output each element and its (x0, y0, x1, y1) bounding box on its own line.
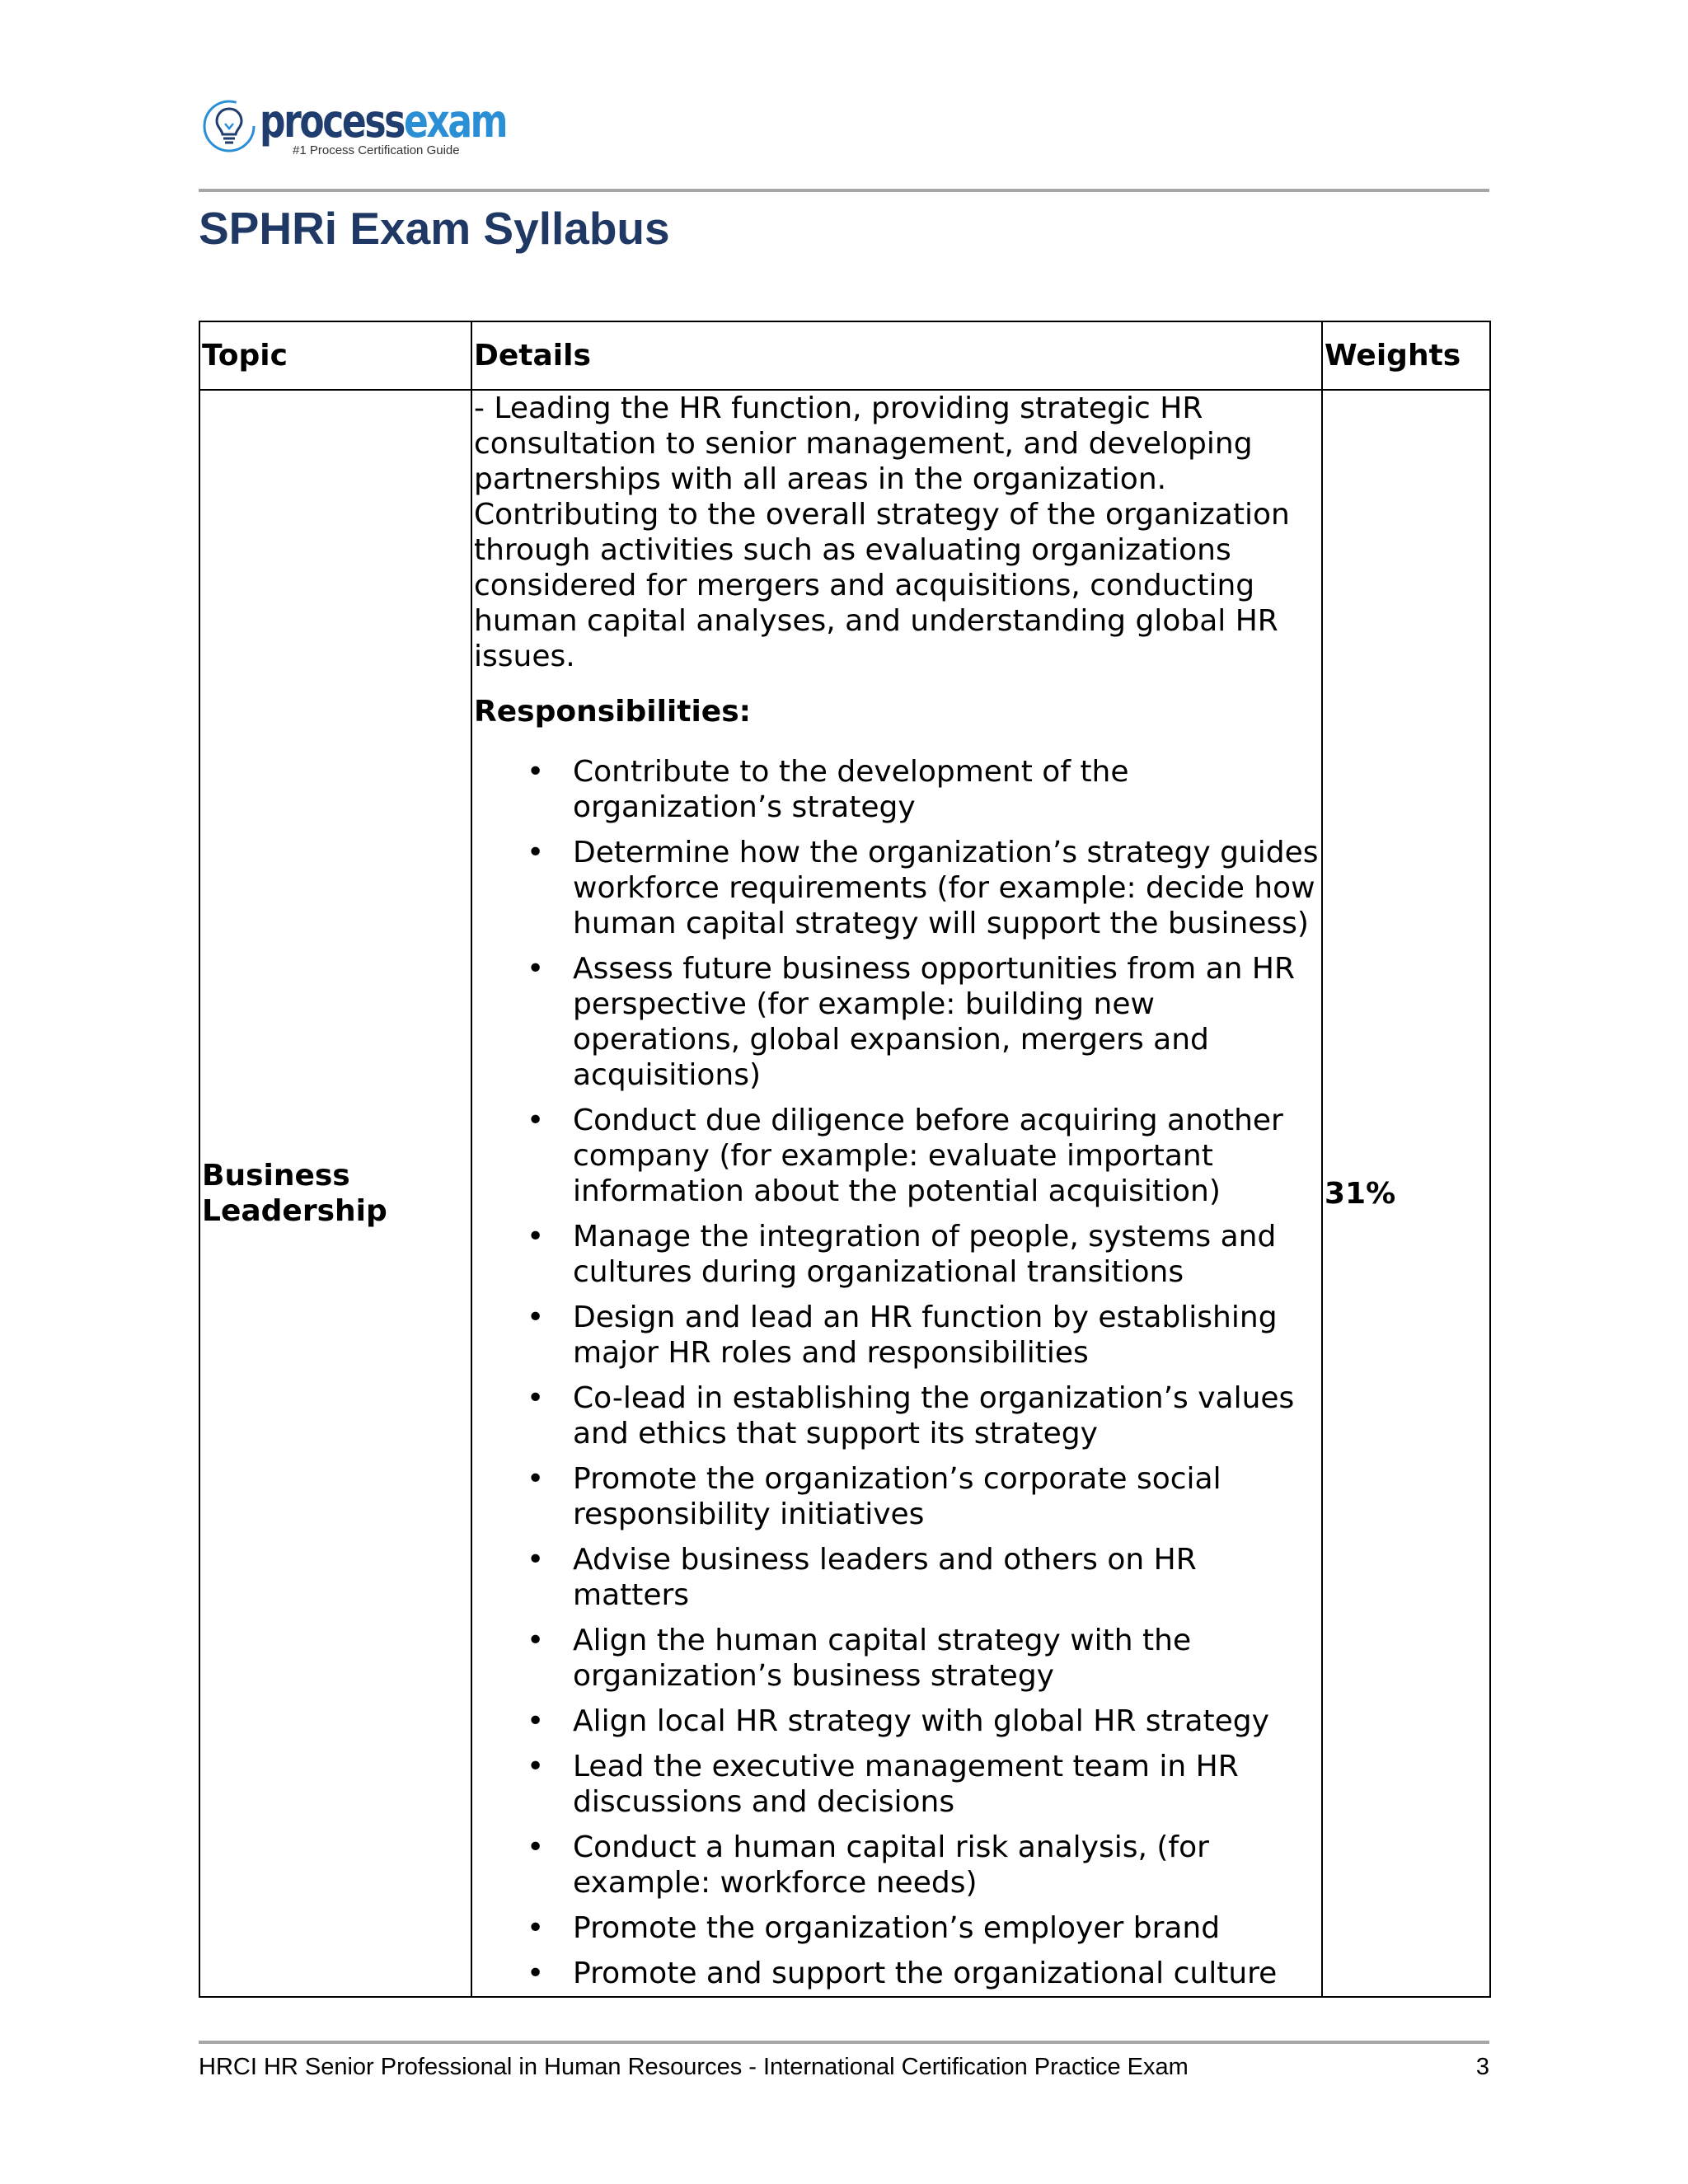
list-item-text: Co-lead in establishing the organization’s values and ethics that support its strategy (573, 1381, 1295, 1451)
list-item (527, 1830, 1321, 1900)
header-topic: Topic (199, 321, 471, 390)
list-item (527, 1623, 1321, 1694)
table-row (199, 390, 1490, 1997)
list-item (527, 1461, 1321, 1532)
list-item-text: Align the human capital strategy with the organization’s business strategy (573, 1624, 1192, 1693)
list-item-text: Design and lead an HR function by establishing major HR roles and responsibilities (573, 1301, 1278, 1370)
bullet-icon: • (527, 1381, 545, 1415)
bullet-icon: • (527, 952, 545, 986)
bullet-icon: • (527, 1462, 545, 1496)
processexam-logo (200, 97, 513, 162)
list-item (527, 1910, 1321, 1946)
list-item (527, 1704, 1321, 1739)
details-cell (471, 390, 1322, 1997)
list-item (527, 1103, 1321, 1209)
list-item-text: Assess future business opportunities from an HR perspective (for example: building new operations, global expansion, mergers and acquisitions) (573, 952, 1296, 1092)
logo-word-process: process (260, 95, 404, 148)
footer-text: HRCI HR Senior Professional in Human Resources - International Certification Practice Exam (199, 2054, 1189, 2080)
bullet-icon: • (527, 836, 545, 869)
list-item-text: Determine how the organization’s strategy guides workforce requirements (for example: decide how human capital strategy will support the business) (573, 836, 1319, 940)
list-item (527, 1749, 1321, 1820)
bullet-icon: • (527, 1104, 545, 1137)
header-weights: Weights (1322, 321, 1490, 390)
topic-cell: Business Leadership (199, 390, 471, 1997)
syllabus-table (199, 321, 1491, 1998)
bullet-icon: • (527, 755, 545, 789)
list-item (527, 1380, 1321, 1451)
logo-wordmark (260, 92, 506, 150)
list-item-text: Lead the executive management team in HR discussions and decisions (573, 1750, 1239, 1819)
table-header-row (199, 321, 1490, 390)
list-item-text: Align local HR strategy with global HR strategy (573, 1704, 1269, 1738)
header-divider (199, 189, 1489, 192)
list-item-text: Contribute to the development of the organization’s strategy (573, 755, 1129, 824)
logo-tagline: #1 Process Certification Guide (293, 143, 460, 157)
list-item (527, 1542, 1321, 1613)
page-title: SPHRi Exam Syllabus (199, 203, 670, 254)
list-item-text: Conduct due diligence before acquiring another company (for example: evaluate important information about the potential acquisition) (573, 1104, 1283, 1208)
list-item-text: Promote the organization’s corporate social responsibility initiatives (573, 1462, 1221, 1531)
list-item (527, 1956, 1321, 1991)
bullet-icon: • (527, 1301, 545, 1334)
list-item (527, 835, 1321, 941)
list-item (527, 1300, 1321, 1371)
list-item-text: Promote and support the organizational culture (573, 1957, 1278, 1990)
bullet-icon: • (527, 1830, 545, 1864)
list-item (527, 754, 1321, 825)
list-item-text: Promote the organization’s employer brand (573, 1911, 1221, 1945)
bullet-icon: • (527, 1957, 545, 1990)
bullet-icon: • (527, 1220, 545, 1254)
bullet-icon: • (527, 1704, 545, 1738)
bullet-icon: • (527, 1750, 545, 1783)
page-number: 3 (1475, 2054, 1489, 2080)
weight-cell: 31% (1322, 390, 1490, 1997)
bullet-icon: • (527, 1911, 545, 1945)
bullet-icon: • (527, 1543, 545, 1577)
details-intro: - Leading the HR function, providing strategic HR consultation to senior management, and developing partnerships with all areas in the organization. Contributing to the overall strategy of the organization through activities such as evaluating organizations considered for mergers and acquisitions, conducting human capital analyses, and understanding global HR issues. (474, 391, 1290, 673)
list-item-text: Conduct a human capital risk analysis, (for example: workforce needs) (573, 1830, 1209, 1900)
bullet-icon: • (527, 1624, 545, 1657)
list-item (527, 951, 1321, 1093)
list-item-text: Manage the integration of people, systems and cultures during organizational transitions (573, 1220, 1277, 1289)
lightbulb-icon (200, 97, 258, 155)
list-item-text: Advise business leaders and others on HR matters (573, 1543, 1197, 1612)
logo-word-exam: exam (403, 95, 507, 148)
responsibilities-heading: Responsibilities: (474, 695, 752, 729)
responsibilities-list (474, 754, 1321, 1991)
footer-divider (199, 2041, 1489, 2044)
list-item (527, 1219, 1321, 1290)
header-details: Details (471, 321, 1322, 390)
